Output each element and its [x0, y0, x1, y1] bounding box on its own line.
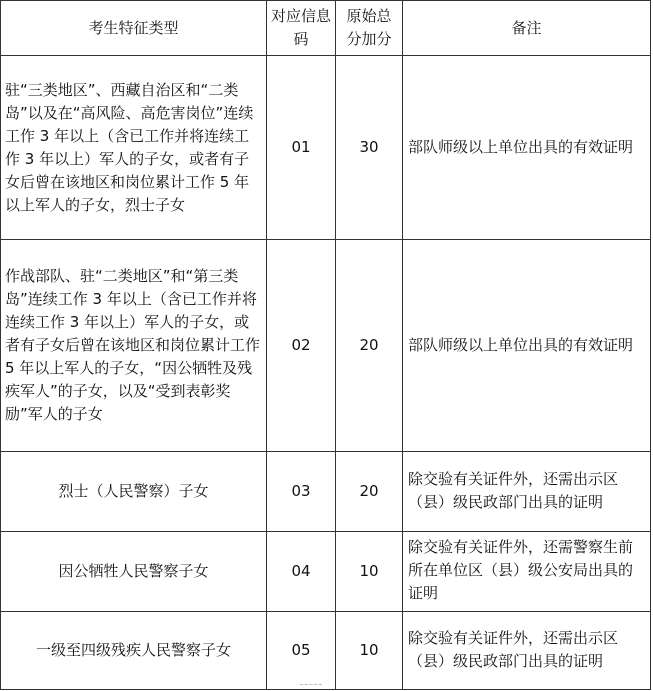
row-type: 烈士（人民警察）子女	[1, 452, 267, 532]
row-score: 20	[336, 452, 403, 532]
row-score: 10	[336, 612, 403, 690]
header-score: 原始总分加分	[336, 1, 403, 56]
row-code: 02	[267, 240, 336, 452]
table-header-row	[1, 1, 651, 56]
row-code: 01	[267, 56, 336, 240]
table-row	[1, 56, 651, 240]
row-score: 30	[336, 56, 403, 240]
row-type: 驻“三类地区”、西藏自治区和“二类岛”以及在“高风险、高危害岗位”连续工作 3 年以上（含已工作并将连续工作 3 年以上）军人的子女，或者有子女后曾在该地区和岗位累计工作 5 年以上军人的子女，烈士子女	[1, 56, 267, 240]
header-code: 对应信息码	[267, 1, 336, 56]
row-remark: 部队师级以上单位出具的有效证明	[403, 56, 651, 240]
table-row	[1, 612, 651, 690]
table-row	[1, 240, 651, 452]
table-row	[1, 452, 651, 532]
row-code: 03	[267, 452, 336, 532]
row-score: 10	[336, 532, 403, 612]
row-type: 作战部队、驻“二类地区”和“第三类岛”连续工作 3 年以上（含已工作并将连续工作 3 年以上）军人的子女，或者有子女后曾在该地区和岗位累计工作 5 年以上军人的子女，“因公牺牲及残疾军人”的子女，以及“受到表彰奖励”军人的子女	[1, 240, 267, 452]
row-type: 因公牺牲人民警察子女	[1, 532, 267, 612]
table-row	[1, 532, 651, 612]
row-type: 一级至四级残疾人民警察子女	[1, 612, 267, 690]
row-remark: 除交验有关证件外，还需出示区（县）级民政部门出具的证明	[403, 452, 651, 532]
row-remark: 除交验有关证件外，还需警察生前所在单位区（县）级公安局出具的证明	[403, 532, 651, 612]
row-code: 04	[267, 532, 336, 612]
row-code: 05	[267, 612, 336, 690]
header-type: 考生特征类型	[1, 1, 267, 56]
row-remark: 部队师级以上单位出具的有效证明	[403, 240, 651, 452]
row-remark: 除交验有关证件外，还需出示区（县）级民政部门出具的证明	[403, 612, 651, 690]
header-remark: 备注	[403, 1, 651, 56]
row-score: 20	[336, 240, 403, 452]
